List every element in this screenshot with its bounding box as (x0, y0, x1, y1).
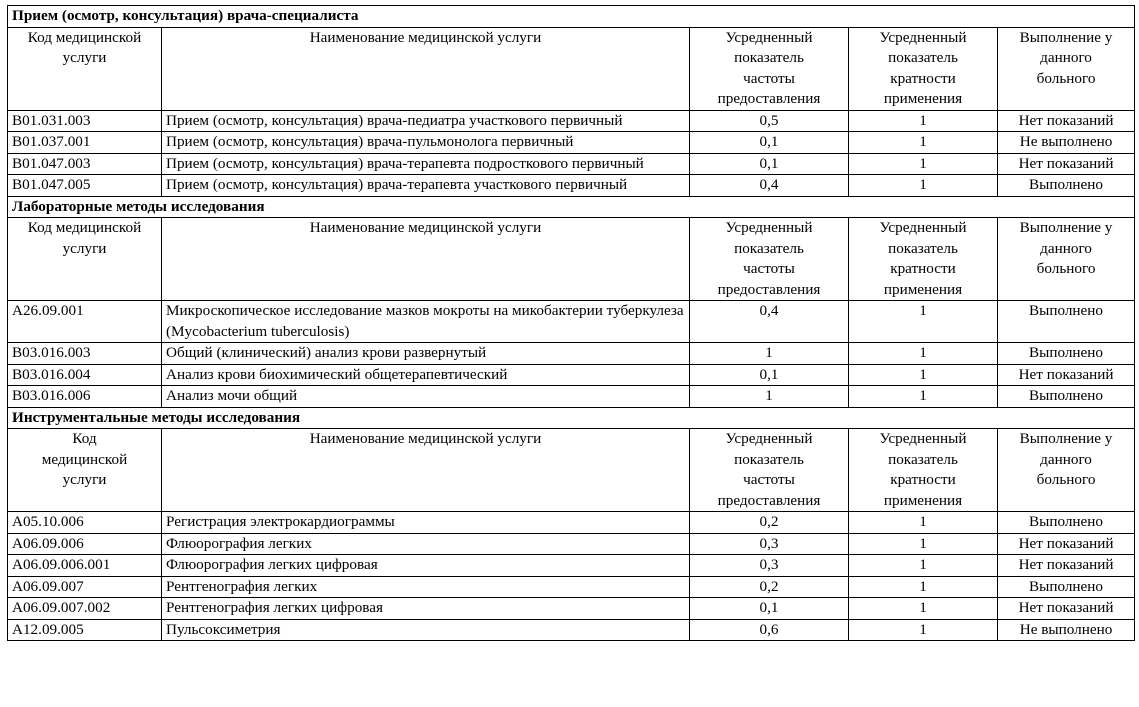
header-name: Наименование медицинской услуги (162, 27, 690, 110)
service-code: B01.037.001 (8, 132, 162, 154)
service-code: A06.09.006.001 (8, 555, 162, 577)
header-frequency (690, 218, 849, 301)
table-row (8, 175, 1135, 197)
header-name: Наименование медицинской услуги (162, 429, 690, 512)
multiplicity-value: 1 (849, 512, 998, 534)
header-status (998, 218, 1135, 301)
header-code-line: Код (72, 430, 97, 447)
multiplicity-value: 1 (849, 364, 998, 386)
table-row (8, 364, 1135, 386)
service-name: Прием (осмотр, консультация) врача-терапевта подросткового первичный (162, 153, 690, 175)
multiplicity-value: 1 (849, 533, 998, 555)
header-status (998, 429, 1135, 512)
multiplicity-value: 1 (849, 110, 998, 132)
frequency-value: 1 (690, 343, 849, 365)
header-code-line: услуги (62, 239, 107, 257)
section-title-row (8, 196, 1135, 218)
header-multiplicity-line: Усредненный (879, 430, 967, 447)
header-status-line: Выполнение у (1019, 219, 1113, 236)
service-name: Анализ мочи общий (162, 386, 690, 408)
service-name: Микроскопическое исследование мазков мокроты на микобактерии туберкулеза (Mycobacterium tuberculosis) (162, 301, 690, 343)
header-frequency-line: Усредненный (725, 219, 813, 236)
service-name: Рентгенография легких цифровая (162, 598, 690, 620)
header-code (8, 218, 162, 301)
header-frequency-line: Усредненный (725, 28, 813, 46)
execution-status: Не выполнено (998, 619, 1135, 641)
service-code: B03.016.006 (8, 386, 162, 408)
header-name: Наименование медицинской услуги (162, 218, 690, 301)
execution-status: Нет показаний (998, 110, 1135, 132)
header-status-line: данного (1040, 49, 1092, 66)
header-frequency (690, 27, 849, 110)
execution-status: Выполнено (998, 301, 1135, 343)
execution-status: Нет показаний (998, 533, 1135, 555)
frequency-value: 0,3 (690, 533, 849, 555)
header-frequency-line: предоставления (717, 90, 821, 107)
multiplicity-value: 1 (849, 153, 998, 175)
header-status-line: больного (1036, 260, 1096, 277)
header-multiplicity-line: показатель (888, 49, 958, 66)
service-code: A05.10.006 (8, 512, 162, 534)
multiplicity-value: 1 (849, 132, 998, 154)
service-code: A06.09.007 (8, 576, 162, 598)
frequency-value: 0,1 (690, 598, 849, 620)
frequency-value: 1 (690, 386, 849, 408)
document-page (7, 5, 1135, 641)
service-name: Пульсоксиметрия (162, 619, 690, 641)
multiplicity-value: 1 (849, 301, 998, 343)
section-title: Инструментальные методы исследования (8, 407, 1135, 429)
header-status-line: больного (1036, 471, 1096, 488)
header-multiplicity (849, 429, 998, 512)
header-frequency (690, 429, 849, 512)
execution-status: Нет показаний (998, 364, 1135, 386)
frequency-value: 0,4 (690, 175, 849, 197)
header-multiplicity-line: применения (883, 491, 963, 509)
multiplicity-value: 1 (849, 576, 998, 598)
header-frequency-line: частоты (743, 260, 795, 277)
header-code-line: Код медицинской (27, 28, 142, 46)
service-name: Флюорография легких (162, 533, 690, 555)
section-title: Лабораторные методы исследования (8, 196, 1135, 218)
execution-status: Выполнено (998, 576, 1135, 598)
service-code: B01.047.005 (8, 175, 162, 197)
header-frequency-line: показатель (734, 450, 804, 468)
service-name: Анализ крови биохимический общетерапевтический (162, 364, 690, 386)
header-multiplicity-line: показатель (888, 450, 958, 468)
header-multiplicity (849, 218, 998, 301)
header-code-line: услуги (62, 49, 107, 66)
table-row (8, 555, 1135, 577)
service-code: A26.09.001 (8, 301, 162, 343)
header-multiplicity-line: применения (883, 280, 963, 298)
multiplicity-value: 1 (849, 343, 998, 365)
frequency-value: 0,5 (690, 110, 849, 132)
table-row (8, 576, 1135, 598)
header-status (998, 27, 1135, 110)
header-status-line: Выполнение у (1019, 28, 1113, 46)
table-row (8, 619, 1135, 641)
header-multiplicity-line: Усредненный (879, 219, 967, 236)
header-code-line: Код медицинской (27, 219, 142, 236)
multiplicity-value: 1 (849, 175, 998, 197)
header-frequency-line: частоты (743, 69, 795, 87)
table-row (8, 533, 1135, 555)
header-multiplicity-line: кратности (890, 69, 956, 87)
frequency-value: 0,4 (690, 301, 849, 343)
service-name: Прием (осмотр, консультация) врача-педиатра участкового первичный (162, 110, 690, 132)
table-row (8, 598, 1135, 620)
service-name: Общий (клинический) анализ крови развернутый (162, 343, 690, 365)
header-multiplicity-line: применения (883, 90, 963, 107)
header-status-line: данного (1040, 239, 1092, 257)
service-name: Рентгенография легких (162, 576, 690, 598)
execution-status: Нет показаний (998, 555, 1135, 577)
section-title: Прием (осмотр, консультация) врача-специалиста (8, 6, 1135, 28)
column-header-row (8, 27, 1135, 110)
header-code (8, 27, 162, 110)
column-header-row (8, 429, 1135, 512)
header-frequency-line: показатель (734, 239, 804, 257)
multiplicity-value: 1 (849, 386, 998, 408)
frequency-value: 0,2 (690, 512, 849, 534)
header-frequency-line: Усредненный (725, 430, 813, 447)
header-frequency-line: предоставления (717, 491, 821, 509)
header-multiplicity-line: кратности (890, 471, 956, 488)
header-status-line: Выполнение у (1019, 430, 1113, 447)
service-name: Прием (осмотр, консультация) врача-терапевта участкового первичный (162, 175, 690, 197)
medical-services-table (7, 5, 1135, 641)
service-code: A12.09.005 (8, 619, 162, 641)
service-code: A06.09.007.002 (8, 598, 162, 620)
table-row (8, 512, 1135, 534)
execution-status: Не выполнено (998, 132, 1135, 154)
header-frequency-line: частоты (743, 471, 795, 488)
frequency-value: 0,1 (690, 153, 849, 175)
table-row (8, 343, 1135, 365)
service-name: Регистрация электрокардиограммы (162, 512, 690, 534)
header-multiplicity-line: кратности (890, 260, 956, 277)
table-row (8, 301, 1135, 343)
header-code-line: медицинской (41, 450, 128, 468)
execution-status: Выполнено (998, 175, 1135, 197)
service-code: A06.09.006 (8, 533, 162, 555)
frequency-value: 0,1 (690, 132, 849, 154)
header-multiplicity (849, 27, 998, 110)
execution-status: Выполнено (998, 386, 1135, 408)
service-name: Прием (осмотр, консультация) врача-пульмонолога первичный (162, 132, 690, 154)
header-status-line: данного (1040, 450, 1092, 468)
execution-status: Нет показаний (998, 598, 1135, 620)
header-frequency-line: показатель (734, 49, 804, 66)
execution-status: Нет показаний (998, 153, 1135, 175)
execution-status: Выполнено (998, 343, 1135, 365)
header-code (8, 429, 162, 512)
table-row (8, 153, 1135, 175)
header-status-line: больного (1036, 69, 1096, 87)
frequency-value: 0,3 (690, 555, 849, 577)
service-code: B01.031.003 (8, 110, 162, 132)
header-multiplicity-line: Усредненный (879, 28, 967, 46)
table-row (8, 132, 1135, 154)
multiplicity-value: 1 (849, 598, 998, 620)
section-title-row (8, 6, 1135, 28)
service-code: B03.016.003 (8, 343, 162, 365)
header-multiplicity-line: показатель (888, 239, 958, 257)
service-name: Флюорография легких цифровая (162, 555, 690, 577)
service-code: B03.016.004 (8, 364, 162, 386)
table-row (8, 386, 1135, 408)
service-code: B01.047.003 (8, 153, 162, 175)
table-row (8, 110, 1135, 132)
frequency-value: 0,1 (690, 364, 849, 386)
multiplicity-value: 1 (849, 619, 998, 641)
multiplicity-value: 1 (849, 555, 998, 577)
execution-status: Выполнено (998, 512, 1135, 534)
frequency-value: 0,2 (690, 576, 849, 598)
header-frequency-line: предоставления (717, 280, 821, 298)
section-title-row (8, 407, 1135, 429)
column-header-row (8, 218, 1135, 301)
frequency-value: 0,6 (690, 619, 849, 641)
header-code-line: услуги (62, 471, 107, 488)
